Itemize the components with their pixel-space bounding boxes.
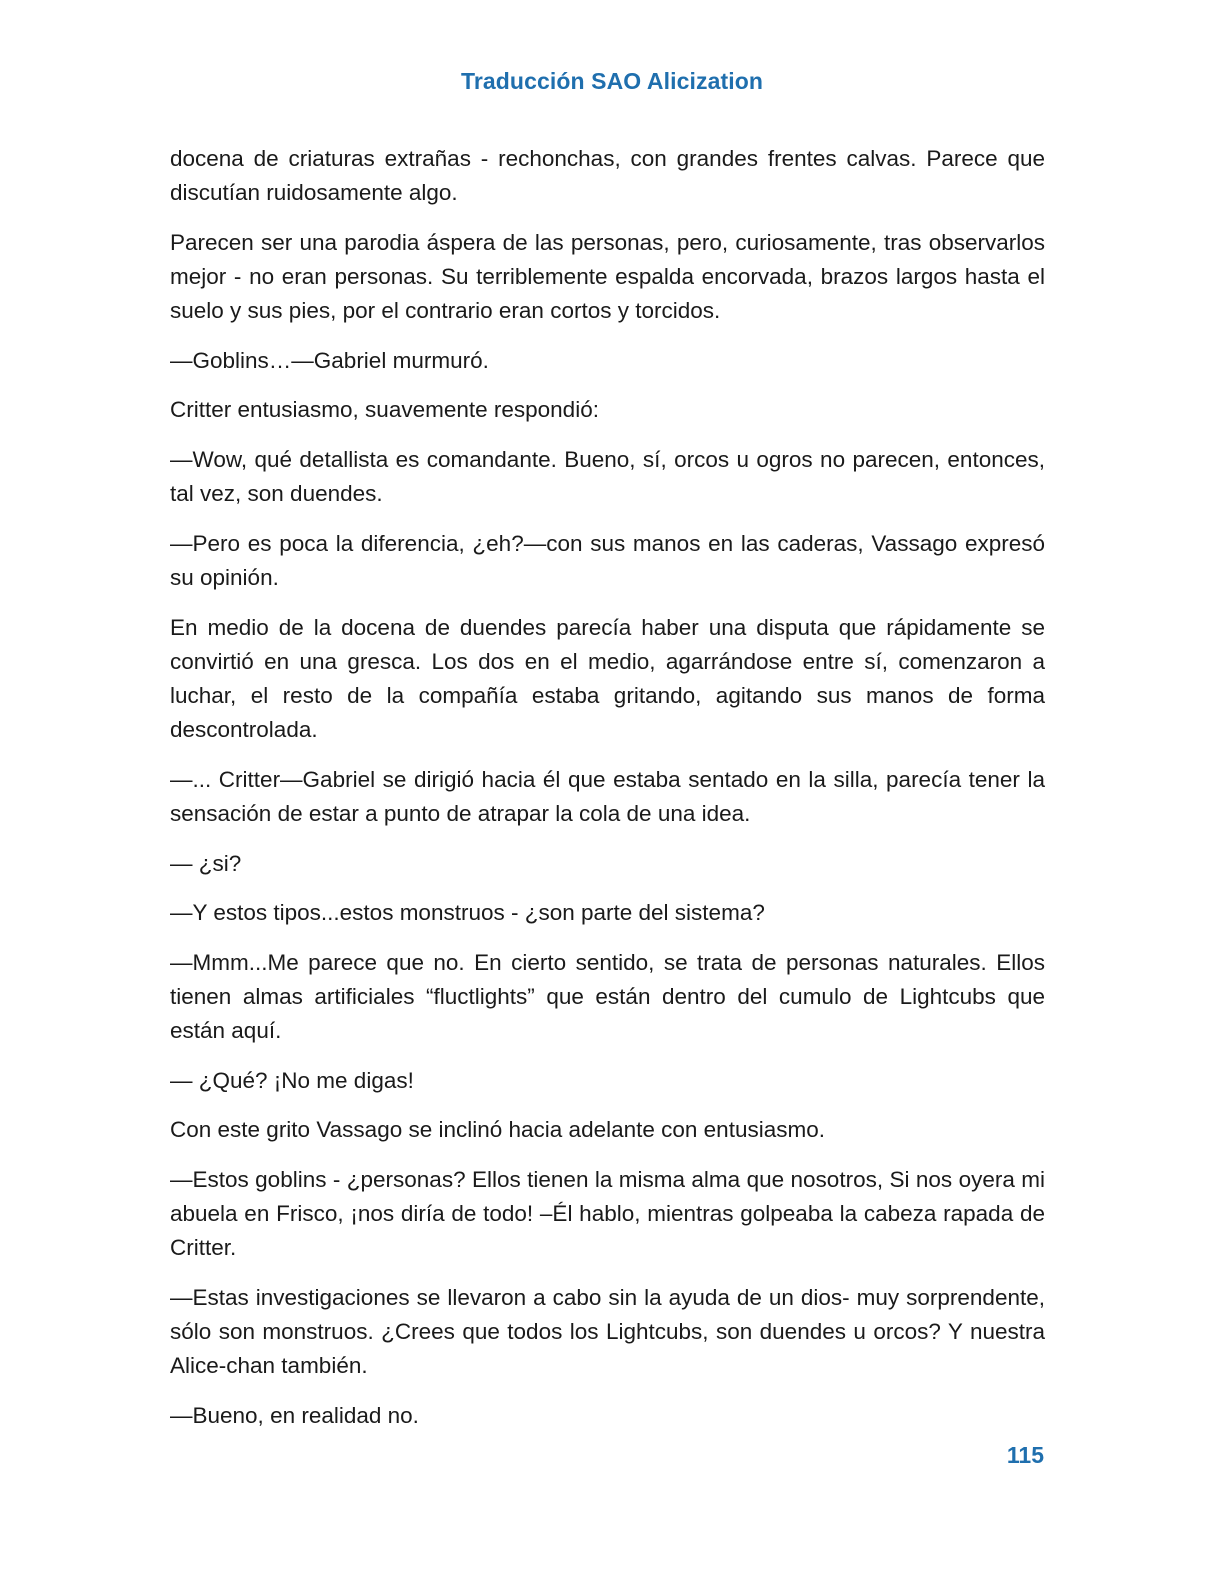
paragraph: —Estas investigaciones se llevaron a cabo sin la ayuda de un dios- muy sorprendente, sólo son monstruos. ¿Crees que todos los Lightcubs, son duendes u orcos? Y nuestra Alice-chan también. <box>170 1284 1045 1379</box>
paragraph: —Wow, qué detallista es comandante. Bueno, sí, orcos u ogros no parecen, entonces, tal vez, son duendes. <box>170 446 1045 507</box>
body-text <box>170 142 1045 1449</box>
paragraph: Critter entusiasmo, suavemente respondió: <box>170 397 599 423</box>
paragraph: —Bueno, en realidad no. <box>170 1402 419 1428</box>
paragraph: —Y estos tipos...estos monstruos - ¿son parte del sistema? <box>170 900 765 926</box>
paragraph: En medio de la docena de duendes parecía haber una disputa que rápidamente se convirtió en una gresca. Los dos en el medio, agarrándose entre sí, comenzaron a luchar, el resto de la compañía estaba gritando, agitando sus manos de forma descontrolada. <box>170 614 1045 743</box>
paragraph: —... Critter—Gabriel se dirigió hacia él que estaba sentado en la silla, parecía tener la sensación de estar a punto de atrapar la cola de una idea. <box>170 766 1045 826</box>
paragraph: Parecen ser una parodia áspera de las personas, pero, curiosamente, tras observarlos mejor - no eran personas. Su terriblemente espalda encorvada, brazos largos hasta el suelo y sus pies, por el contrario eran cortos y torcidos. <box>170 229 1045 324</box>
page-number: 115 <box>1006 1442 1044 1468</box>
paragraph: —Pero es poca la diferencia, ¿eh?—con sus manos en las caderas, Vassago expresó su opinión. <box>170 530 1045 590</box>
paragraph: — ¿Qué? ¡No me digas! <box>170 1067 414 1093</box>
paragraph: docena de criaturas extrañas - rechonchas, con grandes frentes calvas. Parece que discutían ruidosamente algo. <box>170 146 1045 206</box>
paragraph: —Mmm...Me parece que no. En cierto sentido, se trata de personas naturales. Ellos tienen almas artificiales “fluctlights” que están dentro del cumulo de Lightcubs que están aquí. <box>170 949 1045 1044</box>
paragraph: Con este grito Vassago se inclinó hacia adelante con entusiasmo. <box>170 1117 825 1143</box>
running-header: Traducción SAO Alicization <box>460 68 764 94</box>
paragraph: —Goblins…—Gabriel murmuró. <box>170 347 489 373</box>
paragraph: —Estos goblins - ¿personas? Ellos tienen la misma alma que nosotros, Si nos oyera mi abuela en Frisco, ¡nos diría de todo! –Él hablo, mientras golpeaba la cabeza rapada de Critter. <box>170 1166 1045 1261</box>
paragraph: — ¿si? <box>170 850 242 876</box>
